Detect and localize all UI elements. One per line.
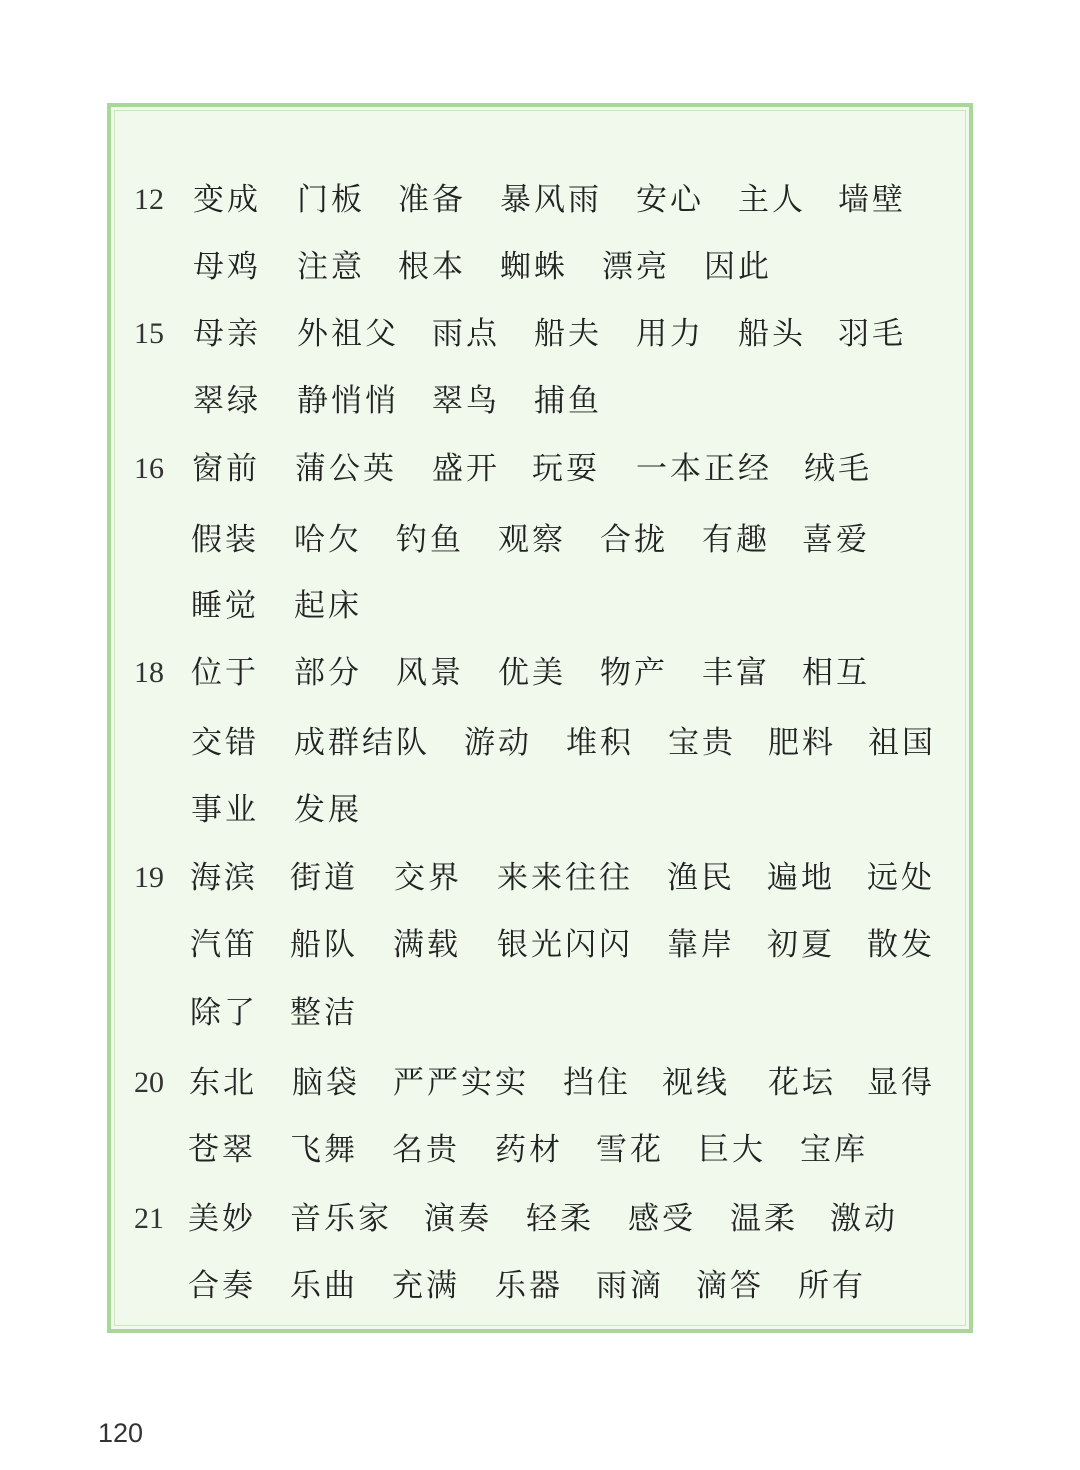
vocab-word: 睡觉: [191, 588, 259, 624]
vocab-word: 名贵: [392, 1132, 460, 1168]
vocab-word: 准备: [398, 182, 466, 218]
vocab-word: 蜘蛛: [500, 249, 568, 285]
vocab-word: 充满: [392, 1268, 460, 1304]
vocab-word: 交界: [394, 860, 462, 896]
vocab-word: 雪花: [596, 1132, 664, 1168]
vocab-word: 视线: [662, 1065, 730, 1101]
vocab-word: 渔民: [667, 860, 735, 896]
vocab-word: 母亲: [193, 316, 261, 352]
vocab-word: 因此: [704, 249, 772, 285]
vocab-word: 乐曲: [290, 1268, 358, 1304]
vocab-word: 部分: [294, 655, 362, 691]
vocab-word: 有趣: [702, 522, 770, 558]
vocab-word: 乐器: [495, 1268, 563, 1304]
vocab-word: 盛开: [432, 451, 500, 487]
vocab-word: 肥料: [768, 725, 836, 761]
vocab-word: 喜爱: [802, 522, 870, 558]
vocab-word: 哈欠: [294, 522, 362, 558]
vocab-word: 假装: [191, 522, 259, 558]
vocab-word: 音乐家: [290, 1201, 392, 1237]
vocab-word: 银光闪闪: [497, 927, 633, 963]
vocab-word: 主人: [738, 182, 806, 218]
vocab-word: 丰富: [702, 655, 770, 691]
vocab-word: 堆积: [566, 725, 634, 761]
vocab-word: 轻柔: [526, 1201, 594, 1237]
vocab-word: 窗前: [192, 451, 260, 487]
vocab-word: 汽笛: [190, 927, 258, 963]
vocab-word: 钓鱼: [396, 522, 464, 558]
lesson-number: 15: [134, 317, 164, 350]
vocab-word: 宝库: [800, 1132, 868, 1168]
vocab-word: 漂亮: [602, 249, 670, 285]
lesson-number: 21: [134, 1202, 164, 1235]
vocab-word: 所有: [798, 1268, 866, 1304]
vocab-word: 合拢: [600, 522, 668, 558]
vocab-word: 母鸡: [193, 249, 261, 285]
vocab-word: 起床: [294, 588, 362, 624]
vocab-word: 除了: [190, 995, 258, 1031]
vocab-word: 静悄悄: [297, 383, 399, 419]
vocab-word: 位于: [191, 655, 259, 691]
lesson-number: 19: [134, 861, 164, 894]
vocab-word: 温柔: [730, 1201, 798, 1237]
vocab-word: 捕鱼: [534, 383, 602, 419]
vocab-word: 船夫: [534, 316, 602, 352]
vocab-word: 风景: [396, 655, 464, 691]
vocab-word: 优美: [498, 655, 566, 691]
vocab-word: 相互: [802, 655, 870, 691]
vocab-word: 观察: [498, 522, 566, 558]
vocab-word: 苍翠: [188, 1132, 256, 1168]
vocab-word: 激动: [830, 1201, 898, 1237]
vocab-word: 船头: [738, 316, 806, 352]
vocab-word: 脑袋: [292, 1065, 360, 1101]
vocab-word: 感受: [628, 1201, 696, 1237]
vocab-word: 演奏: [424, 1201, 492, 1237]
vocab-word: 靠岸: [667, 927, 735, 963]
vocab-word: 祖国: [868, 725, 936, 761]
vocab-word: 雨滴: [596, 1268, 664, 1304]
vocab-word: 墙壁: [838, 182, 906, 218]
vocab-word: 东北: [189, 1065, 257, 1101]
vocab-word: 成群结队: [294, 725, 430, 761]
vocab-word: 根本: [398, 249, 466, 285]
vocab-word: 满载: [393, 927, 461, 963]
vocab-word: 飞舞: [290, 1132, 358, 1168]
vocab-word: 散发: [867, 927, 935, 963]
vocab-word: 街道: [290, 860, 358, 896]
vocab-word: 安心: [636, 182, 704, 218]
vocab-word: 物产: [600, 655, 668, 691]
vocab-word: 用力: [636, 316, 704, 352]
vocab-word: 外祖父: [297, 316, 399, 352]
vocab-word: 绒毛: [804, 451, 872, 487]
vocab-word: 海滨: [190, 860, 258, 896]
vocab-word: 门板: [297, 182, 365, 218]
vocab-word: 严严实实: [393, 1065, 529, 1101]
vocab-word: 游动: [464, 725, 532, 761]
vocab-word: 发展: [294, 792, 362, 828]
vocab-word: 暴风雨: [500, 182, 602, 218]
vocab-word: 初夏: [767, 927, 835, 963]
vocab-word: 事业: [191, 792, 259, 828]
vocab-word: 雨点: [432, 316, 500, 352]
vocab-word: 花坛: [768, 1065, 836, 1101]
vocab-word: 远处: [867, 860, 935, 896]
vocab-word: 来来往往: [497, 860, 633, 896]
vocab-word: 交错: [191, 725, 259, 761]
vocab-word: 滴答: [696, 1268, 764, 1304]
vocab-word: 整洁: [290, 995, 358, 1031]
lesson-number: 20: [134, 1066, 164, 1099]
vocab-word: 遍地: [767, 860, 835, 896]
vocab-word: 合奏: [188, 1268, 256, 1304]
vocab-word: 变成: [193, 182, 261, 218]
vocab-word: 挡住: [563, 1065, 631, 1101]
vocab-word: 巨大: [698, 1132, 766, 1168]
vocab-word: 蒲公英: [295, 451, 397, 487]
vocab-word: 显得: [867, 1065, 935, 1101]
vocab-word: 宝贵: [668, 725, 736, 761]
vocab-word: 玩耍: [532, 451, 600, 487]
vocab-word: 船队: [290, 927, 358, 963]
vocab-word: 翠鸟: [432, 383, 500, 419]
lesson-number: 12: [134, 183, 164, 216]
vocab-word: 羽毛: [838, 316, 906, 352]
vocab-word: 注意: [297, 249, 365, 285]
page-number: 120: [98, 1418, 144, 1448]
lesson-number: 16: [134, 452, 164, 485]
vocab-word: 药材: [495, 1132, 563, 1168]
vocab-word: 一本正经: [636, 451, 772, 487]
vocab-word: 美妙: [188, 1201, 256, 1237]
vocab-word: 翠绿: [193, 383, 261, 419]
lesson-number: 18: [134, 656, 164, 689]
